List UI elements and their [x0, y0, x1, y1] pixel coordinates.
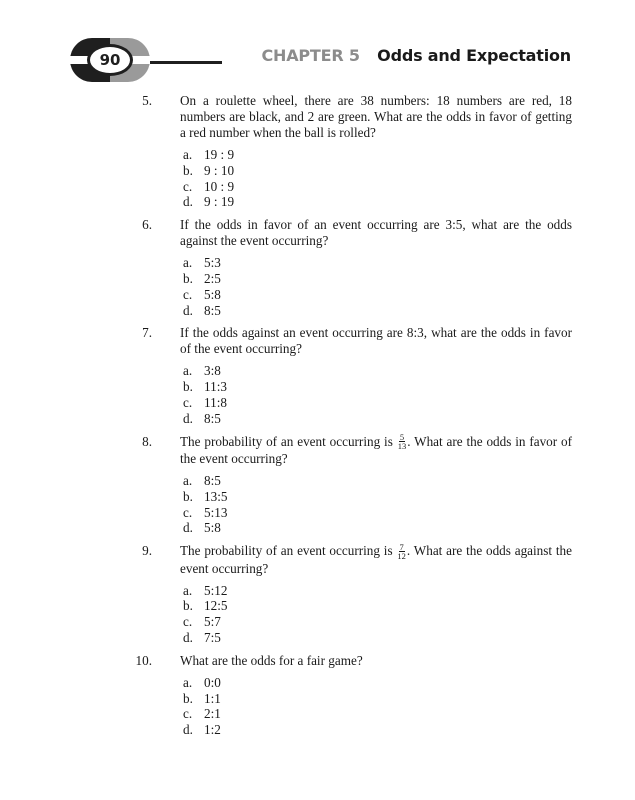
question-number: 6. — [142, 217, 152, 233]
question-9 — [142, 541, 572, 646]
chapter-label: CHAPTER 5 — [261, 46, 360, 65]
option-list — [183, 147, 572, 210]
option — [183, 691, 572, 707]
option-text: 13:5 — [204, 488, 228, 504]
option-letter: a. — [183, 147, 193, 162]
option-letter: a. — [183, 674, 193, 690]
header-rule — [150, 61, 222, 64]
option — [183, 379, 572, 395]
option-letter: c. — [183, 394, 193, 410]
option-text: 1:2 — [204, 722, 221, 738]
page-number: 90 — [99, 51, 121, 69]
option-letter: d. — [183, 520, 193, 536]
page-header — [0, 0, 635, 100]
question-10 — [135, 652, 572, 738]
question-text-after: . What are the odds against the event occurring? — [180, 543, 572, 576]
option-letter: a. — [183, 255, 193, 271]
option — [183, 363, 572, 379]
question-number: 5. — [142, 93, 152, 108]
question-list — [135, 93, 573, 745]
option-letter: c. — [183, 706, 193, 722]
option — [183, 271, 572, 287]
question-text-before: The probability of an event occurring is — [180, 433, 393, 449]
option-text: 5:8 — [204, 286, 221, 302]
option-text: 5:7 — [204, 614, 221, 630]
option — [183, 163, 572, 179]
fraction — [397, 543, 406, 560]
option — [183, 255, 572, 271]
question-text-before: The probability of an event occurring is — [180, 543, 393, 559]
option — [183, 614, 572, 630]
option-list — [183, 473, 572, 536]
option-letter: b. — [183, 690, 193, 706]
option-list — [183, 363, 572, 426]
chapter-heading — [261, 46, 571, 65]
option — [183, 395, 572, 411]
question-number: 9. — [142, 543, 152, 559]
option — [183, 489, 572, 505]
option-letter: b. — [183, 488, 193, 504]
page-number-badge — [70, 38, 150, 82]
option-text: 2:1 — [204, 706, 221, 722]
option-letter: a. — [183, 473, 193, 489]
option-letter: a. — [183, 363, 193, 379]
fraction — [398, 433, 407, 450]
option — [183, 675, 572, 691]
option-text: 8:5 — [204, 473, 221, 489]
option-text: 11:3 — [204, 379, 227, 395]
option-text: 10 : 9 — [204, 178, 235, 194]
option-text: 19 : 9 — [204, 147, 235, 162]
option-letter: d. — [183, 194, 193, 210]
option — [183, 287, 572, 303]
question-number: 7. — [142, 325, 152, 341]
option — [183, 194, 572, 210]
option-text: 8:5 — [204, 410, 221, 426]
option-text: 7:5 — [204, 630, 221, 646]
option — [183, 147, 572, 163]
option-text: 8:5 — [204, 302, 221, 318]
option-text: 3:8 — [204, 363, 221, 379]
question-8 — [142, 432, 573, 537]
question-text — [180, 434, 572, 467]
option — [183, 520, 572, 536]
option-letter: d. — [183, 410, 193, 426]
option-letter: b. — [183, 162, 193, 178]
option — [183, 505, 572, 521]
fraction-numerator: 5 — [399, 432, 405, 443]
option — [183, 473, 572, 489]
option-letter: d. — [183, 630, 193, 646]
option-text: 5:13 — [204, 504, 228, 520]
question-number: 8. — [142, 433, 152, 449]
option-text: 0:0 — [204, 674, 221, 690]
option-text: 9 : 19 — [204, 194, 235, 210]
option-letter: b. — [183, 598, 193, 614]
option-letter: b. — [183, 379, 193, 395]
page-number-circle — [87, 44, 133, 76]
option-list — [183, 583, 572, 646]
question-7 — [142, 325, 572, 426]
option-letter: c. — [183, 614, 193, 630]
option — [183, 411, 572, 427]
option-letter: d. — [183, 302, 193, 318]
option-letter: c. — [183, 504, 193, 520]
chapter-title: Odds and Expectation — [377, 46, 571, 65]
question-text: If the odds against an event occurring are 8:3, what are the odds in favor of the event occurring? — [180, 325, 572, 357]
option-text: 11:8 — [204, 394, 227, 410]
option-letter: c. — [183, 286, 193, 302]
option-text: 9 : 10 — [204, 162, 235, 178]
fraction-numerator: 7 — [399, 541, 404, 552]
option — [183, 303, 572, 319]
option-letter: b. — [183, 270, 193, 286]
option — [183, 179, 572, 195]
option-letter: c. — [183, 178, 193, 194]
option-text: 1:1 — [204, 690, 221, 706]
option — [183, 583, 572, 599]
option-letter: a. — [183, 582, 193, 598]
question-text: On a roulette wheel, there are 38 numbers: 18 numbers are red, 18 numbers are black, and 2 are green. What are the odds in favor of getting a red number when the ball is rolled? — [180, 93, 572, 140]
question-text — [180, 543, 572, 576]
option — [183, 630, 572, 646]
option-text: 5:3 — [204, 255, 221, 271]
question-5 — [142, 93, 572, 210]
option-letter: d. — [183, 722, 193, 738]
question-text-after: . What are the odds in favor of the event occurring? — [180, 433, 573, 467]
option-text: 12:5 — [204, 598, 228, 614]
option-list — [183, 255, 572, 318]
fraction-denominator: 12 — [397, 550, 406, 561]
option-text: 5:8 — [204, 520, 221, 536]
option-text: 2:5 — [204, 270, 221, 286]
option — [183, 706, 572, 722]
question-text: What are the odds for a fair game? — [180, 652, 363, 668]
option — [183, 722, 572, 738]
option-list — [183, 675, 572, 738]
option-text: 5:12 — [204, 582, 228, 598]
fraction-denominator: 13 — [397, 441, 407, 452]
question-text: If the odds in favor of an event occurring are 3:5, what are the odds against the event occurring? — [180, 217, 572, 249]
option — [183, 598, 572, 614]
question-6 — [142, 217, 572, 318]
question-number: 10. — [135, 652, 152, 668]
